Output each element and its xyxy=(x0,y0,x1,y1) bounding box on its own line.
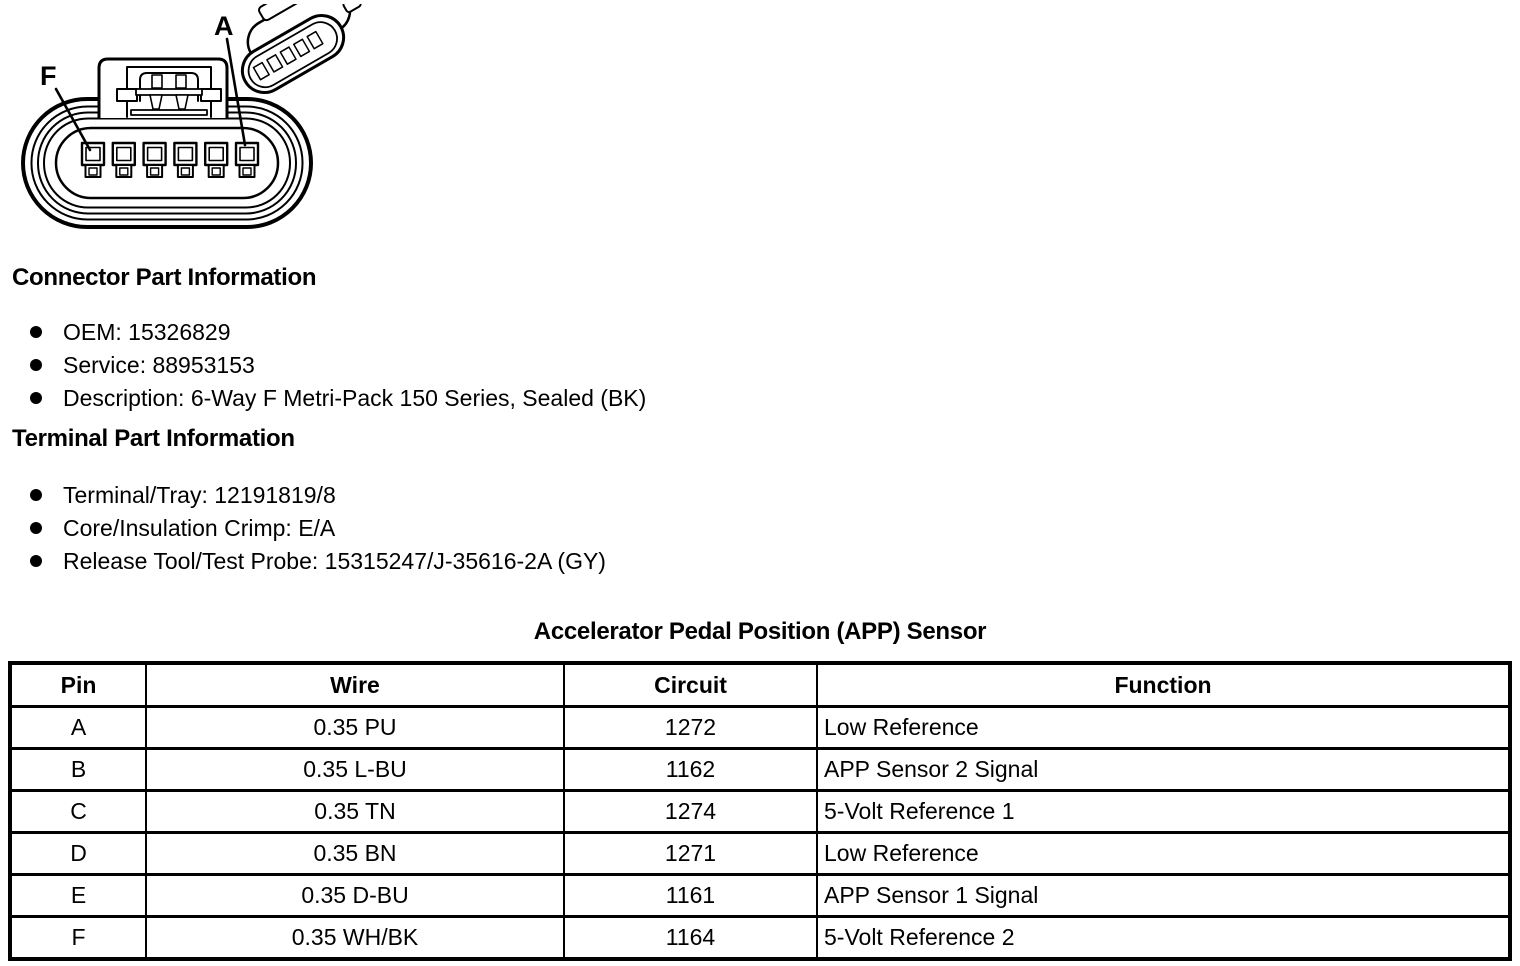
cell-circuit: 1162 xyxy=(564,749,817,791)
terminal-f-label: F xyxy=(40,61,57,91)
table-row xyxy=(10,875,1510,917)
cell-function: 5-Volt Reference 2 xyxy=(817,917,1510,960)
connector-diagram xyxy=(0,4,392,248)
bullet-list-item: Release Tool/Test Probe: 15315247/J-35616-2A (GY) xyxy=(30,550,606,573)
bullet-list-item: Core/Insulation Crimp: E/A xyxy=(30,517,606,540)
cell-pin: C xyxy=(10,791,146,833)
terminal-a-label: A xyxy=(214,11,234,41)
cell-pin: F xyxy=(10,917,146,960)
cell-function: APP Sensor 2 Signal xyxy=(817,749,1510,791)
cell-pin: E xyxy=(10,875,146,917)
cell-wire: 0.35 D-BU xyxy=(146,875,564,917)
terminal-part-info-heading: Terminal Part Information xyxy=(12,425,295,452)
table-row xyxy=(10,791,1510,833)
cell-circuit: 1271 xyxy=(564,833,817,875)
cell-wire: 0.35 PU xyxy=(146,707,564,749)
cell-function: APP Sensor 1 Signal xyxy=(817,875,1510,917)
app-sensor-pinout-table xyxy=(8,661,1512,961)
cell-wire: 0.35 BN xyxy=(146,833,564,875)
table-row xyxy=(10,833,1510,875)
table-row xyxy=(10,749,1510,791)
bullet-list-item: OEM: 15326829 xyxy=(30,321,646,344)
table-row xyxy=(10,707,1510,749)
table-title: Accelerator Pedal Position (APP) Sensor xyxy=(533,618,987,645)
cell-wire: 0.35 L-BU xyxy=(146,749,564,791)
table-row xyxy=(10,917,1510,960)
column-header-wire: Wire xyxy=(146,663,564,707)
bullet-list-item: Description: 6-Way F Metri-Pack 150 Series, Sealed (BK) xyxy=(30,387,646,410)
cell-circuit: 1272 xyxy=(564,707,817,749)
terminal-part-info-list xyxy=(30,484,606,583)
table-header-row xyxy=(10,663,1510,707)
bullet-list-item: Terminal/Tray: 12191819/8 xyxy=(30,484,606,507)
cell-function: Low Reference xyxy=(817,833,1510,875)
connector-part-info-heading: Connector Part Information xyxy=(12,264,317,291)
cell-pin: D xyxy=(10,833,146,875)
connector-part-info-list xyxy=(30,321,646,420)
cell-pin: B xyxy=(10,749,146,791)
column-header-function: Function xyxy=(817,663,1510,707)
column-header-pin: Pin xyxy=(10,663,146,707)
cell-circuit: 1164 xyxy=(564,917,817,960)
cell-wire: 0.35 WH/BK xyxy=(146,917,564,960)
cell-wire: 0.35 TN xyxy=(146,791,564,833)
cell-function: 5-Volt Reference 1 xyxy=(817,791,1510,833)
cell-circuit: 1161 xyxy=(564,875,817,917)
connector-3d-view-icon xyxy=(217,4,380,101)
column-header-circuit: Circuit xyxy=(564,663,817,707)
bullet-list-item: Service: 88953153 xyxy=(30,354,646,377)
cell-circuit: 1274 xyxy=(564,791,817,833)
cell-function: Low Reference xyxy=(817,707,1510,749)
connector-terminals-icon xyxy=(82,143,258,177)
cell-pin: A xyxy=(10,707,146,749)
